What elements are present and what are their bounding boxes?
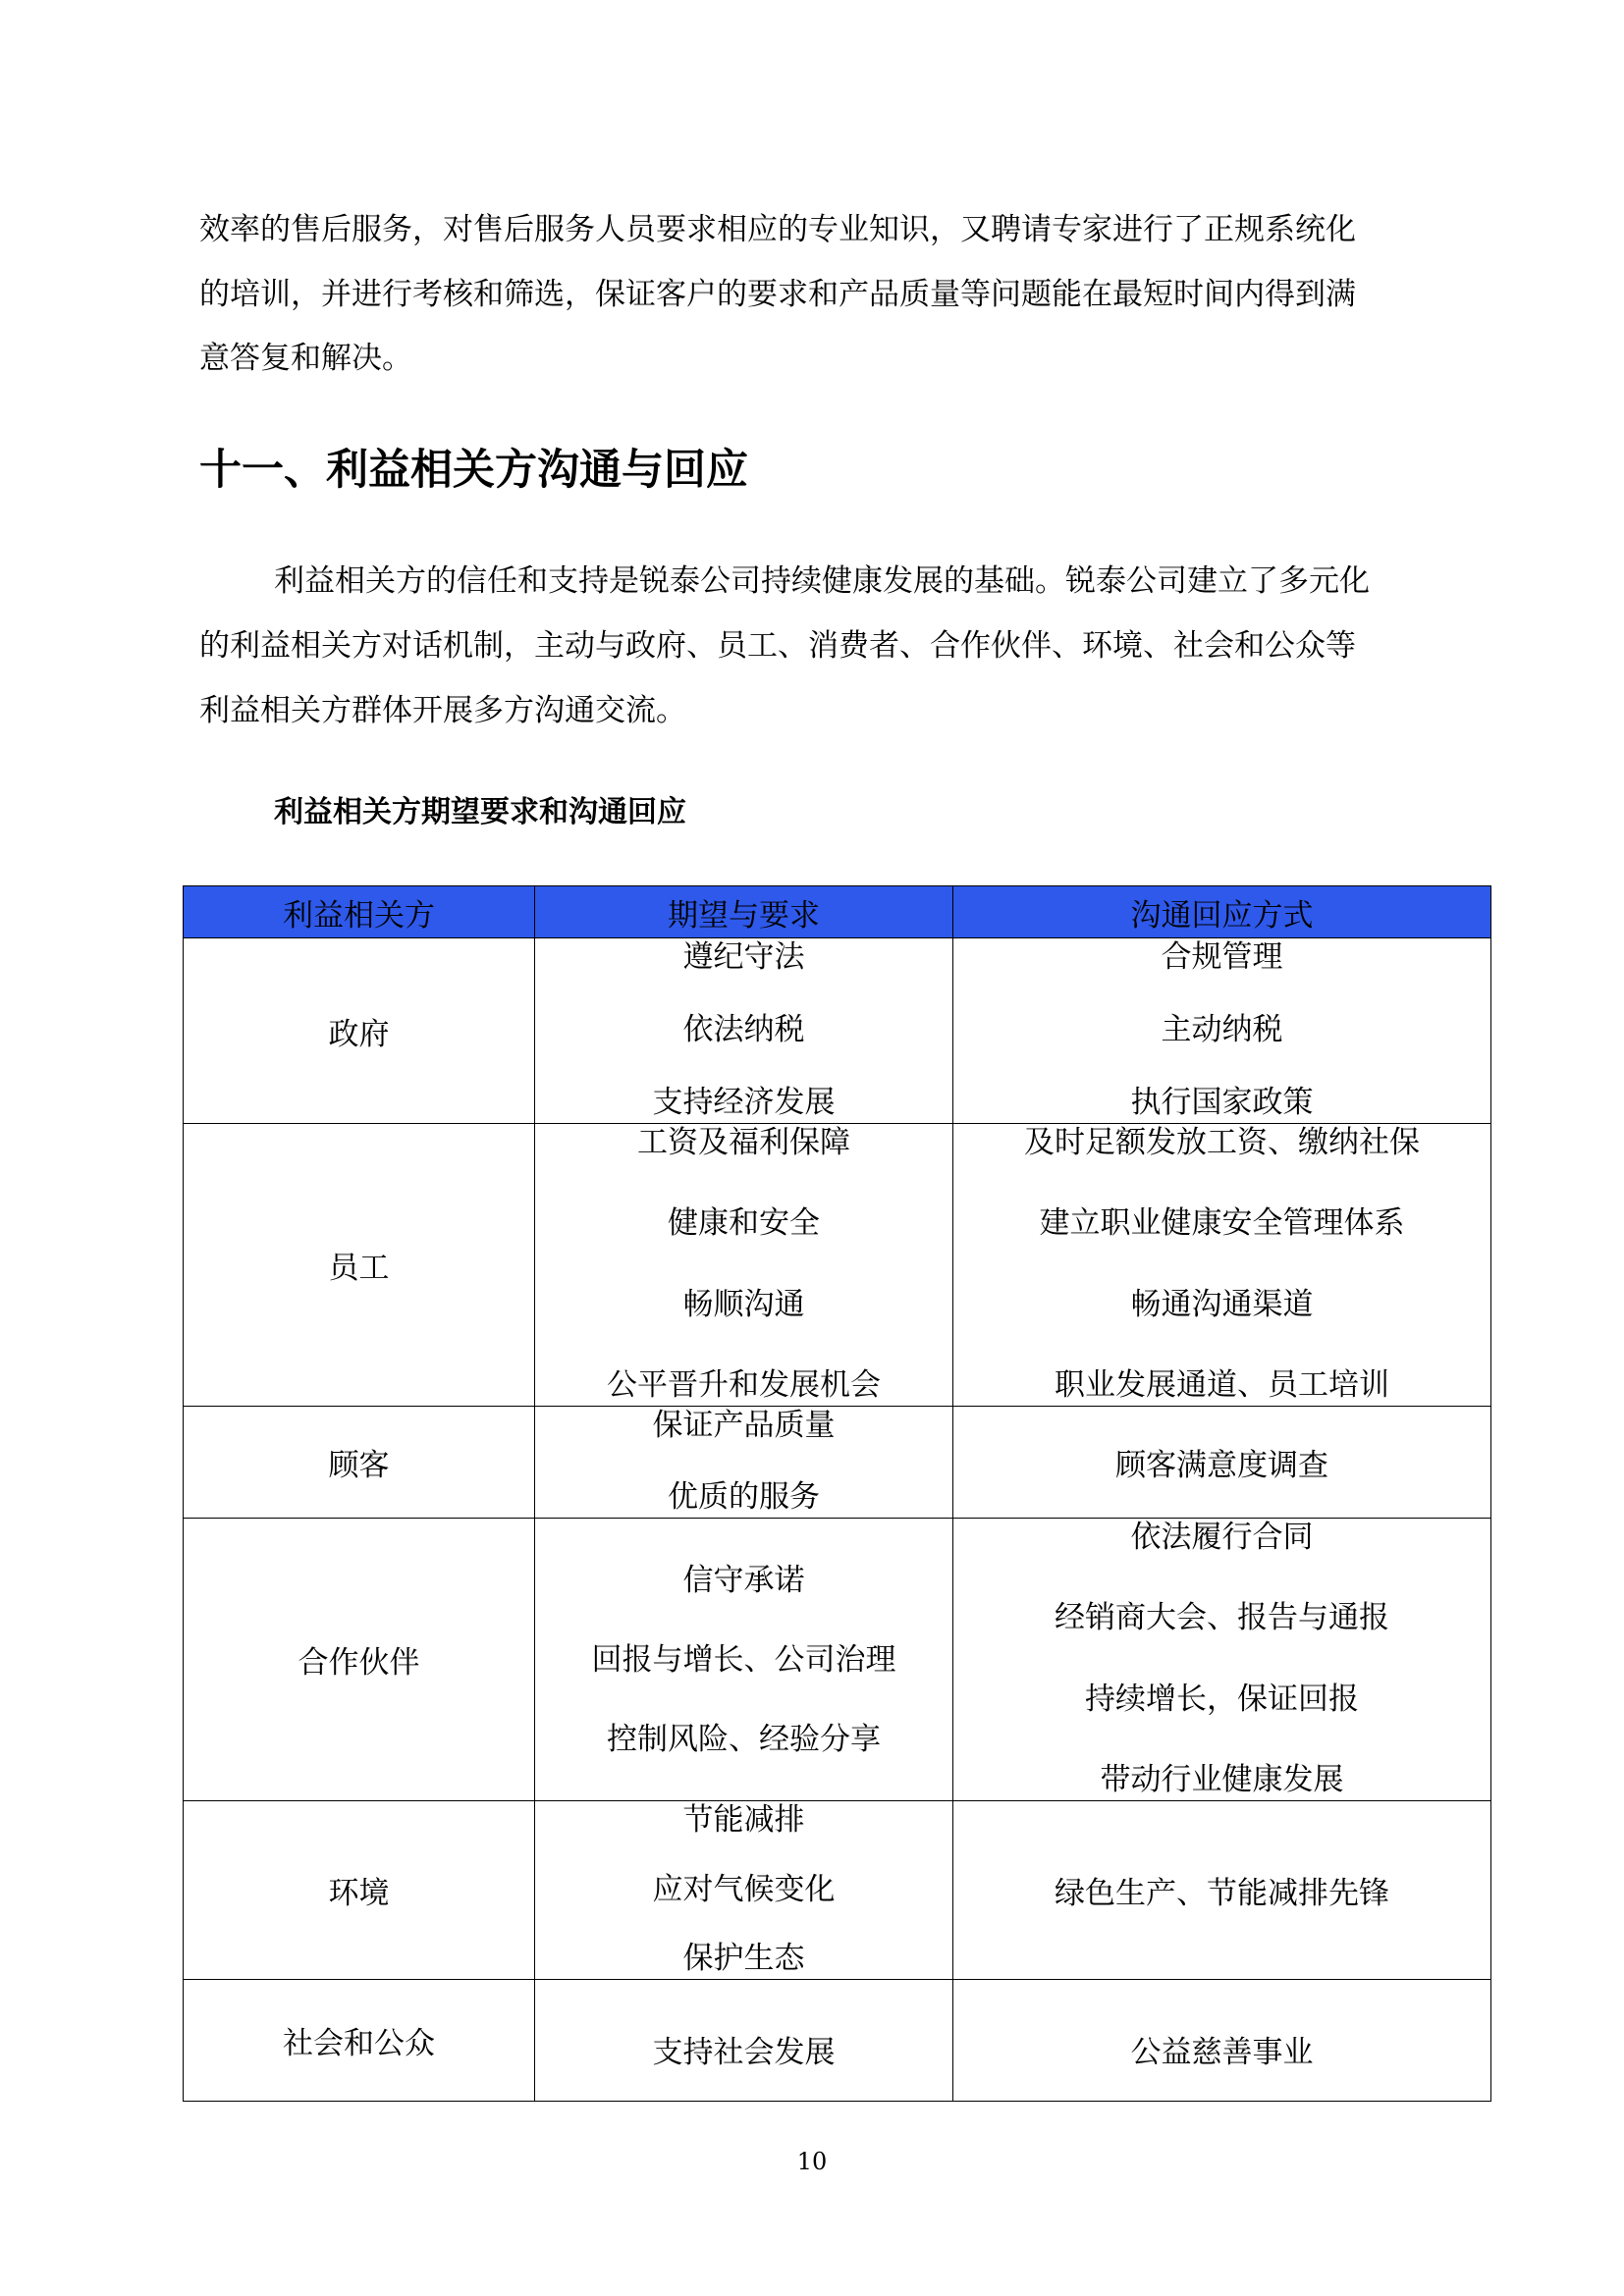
list-item: 保证产品质量: [652, 1408, 836, 1443]
list-item: 保护生态: [682, 1941, 805, 1976]
stakeholder-cell: 政府: [184, 938, 535, 1124]
stakeholder-cell: 员工: [184, 1124, 535, 1407]
responses-cell: [953, 1980, 1491, 2102]
stakeholder-cell: 环境: [184, 1801, 535, 1980]
list-item: 合规管理: [1161, 939, 1283, 975]
header-expectations: 期望与要求: [535, 886, 953, 938]
list-item: 信守承诺: [682, 1562, 805, 1598]
expectations-cell: [535, 1519, 953, 1801]
list-item: 健康和安全: [668, 1205, 820, 1242]
list-item: 职业发展通道、员工培训: [1055, 1366, 1389, 1403]
list-item: 遵纪守法: [682, 939, 805, 975]
list-item: 控制风险、经验分享: [607, 1721, 881, 1757]
table-row: [184, 1801, 1491, 1980]
table-row: [184, 1124, 1491, 1407]
responses-cell: [953, 938, 1491, 1124]
list-item: 主动纳税: [1161, 1012, 1283, 1047]
table-row: [184, 1519, 1491, 1801]
list-item: 支持经济发展: [652, 1085, 836, 1120]
intro-line-1: 效率的售后服务，对售后服务人员要求相应的专业知识，又聘请专家进行了正规系统化: [199, 212, 1356, 247]
expectations-cell: [535, 1407, 953, 1519]
table-row: [184, 1980, 1491, 2102]
list-item: 节能减排: [682, 1802, 805, 1838]
responses-cell: [953, 1124, 1491, 1407]
list-item: 工资及福利保障: [637, 1125, 850, 1160]
responses-cell: 绿色生产、节能减排先锋: [953, 1801, 1491, 1980]
header-responses: 沟通回应方式: [953, 886, 1491, 938]
list-item: 依法履行合同: [1130, 1520, 1314, 1555]
section-line-1: 利益相关方的信任和支持是锐泰公司持续健康发展的基础。锐泰公司建立了多元化: [274, 563, 1370, 599]
expectations-cell: [535, 1980, 953, 2102]
table-caption: 利益相关方期望要求和沟通回应: [274, 795, 686, 829]
responses-cell: 顾客满意度调查: [953, 1407, 1491, 1519]
intro-line-2: 的培训，并进行考核和筛选，保证客户的要求和产品质量等问题能在最短时间内得到满: [199, 277, 1356, 312]
list-item: 执行国家政策: [1130, 1085, 1314, 1120]
table-row: [184, 1407, 1491, 1519]
list-item: 公平晋升和发展机会: [607, 1366, 881, 1403]
table-row: [184, 938, 1491, 1124]
stakeholder-cell: 社会和公众: [184, 1980, 535, 2102]
list-item: 公益慈善事业: [1130, 2034, 1314, 2070]
list-item: 带动行业健康发展: [1100, 1761, 1344, 1797]
list-item: 建立职业健康安全管理体系: [1039, 1205, 1405, 1242]
stakeholder-table: [183, 885, 1491, 2102]
list-item: 回报与增长、公司治理: [591, 1641, 896, 1678]
responses-cell: [953, 1519, 1491, 1801]
list-item: 及时足额发放工资、缴纳社保: [1024, 1125, 1420, 1160]
section-line-3: 利益相关方群体开展多方沟通交流。: [199, 693, 686, 728]
list-item: 畅顺沟通: [682, 1286, 805, 1322]
table-header-row: [184, 886, 1491, 938]
list-item: 依法纳税: [682, 1012, 805, 1047]
list-item: 畅通沟通渠道: [1130, 1286, 1314, 1322]
list-item: 应对气候变化: [652, 1871, 836, 1907]
expectations-cell: [535, 1124, 953, 1407]
page-number: 10: [796, 2148, 828, 2175]
expectations-cell: [535, 1801, 953, 1980]
intro-line-3: 意答复和解决。: [199, 341, 412, 376]
expectations-cell: [535, 938, 953, 1124]
stakeholder-cell: 顾客: [184, 1407, 535, 1519]
list-item: 支持社会发展: [652, 2034, 836, 2070]
list-item: 持续增长，保证回报: [1085, 1681, 1359, 1717]
list-item: 优质的服务: [668, 1479, 820, 1515]
list-item: 经销商大会、报告与通报: [1055, 1600, 1389, 1636]
header-stakeholder: 利益相关方: [184, 886, 535, 938]
stakeholder-cell: 合作伙伴: [184, 1519, 535, 1801]
section-heading: 十一、利益相关方沟通与回应: [199, 446, 748, 495]
section-line-2: 的利益相关方对话机制，主动与政府、员工、消费者、合作伙伴、环境、社会和公众等: [199, 628, 1356, 664]
